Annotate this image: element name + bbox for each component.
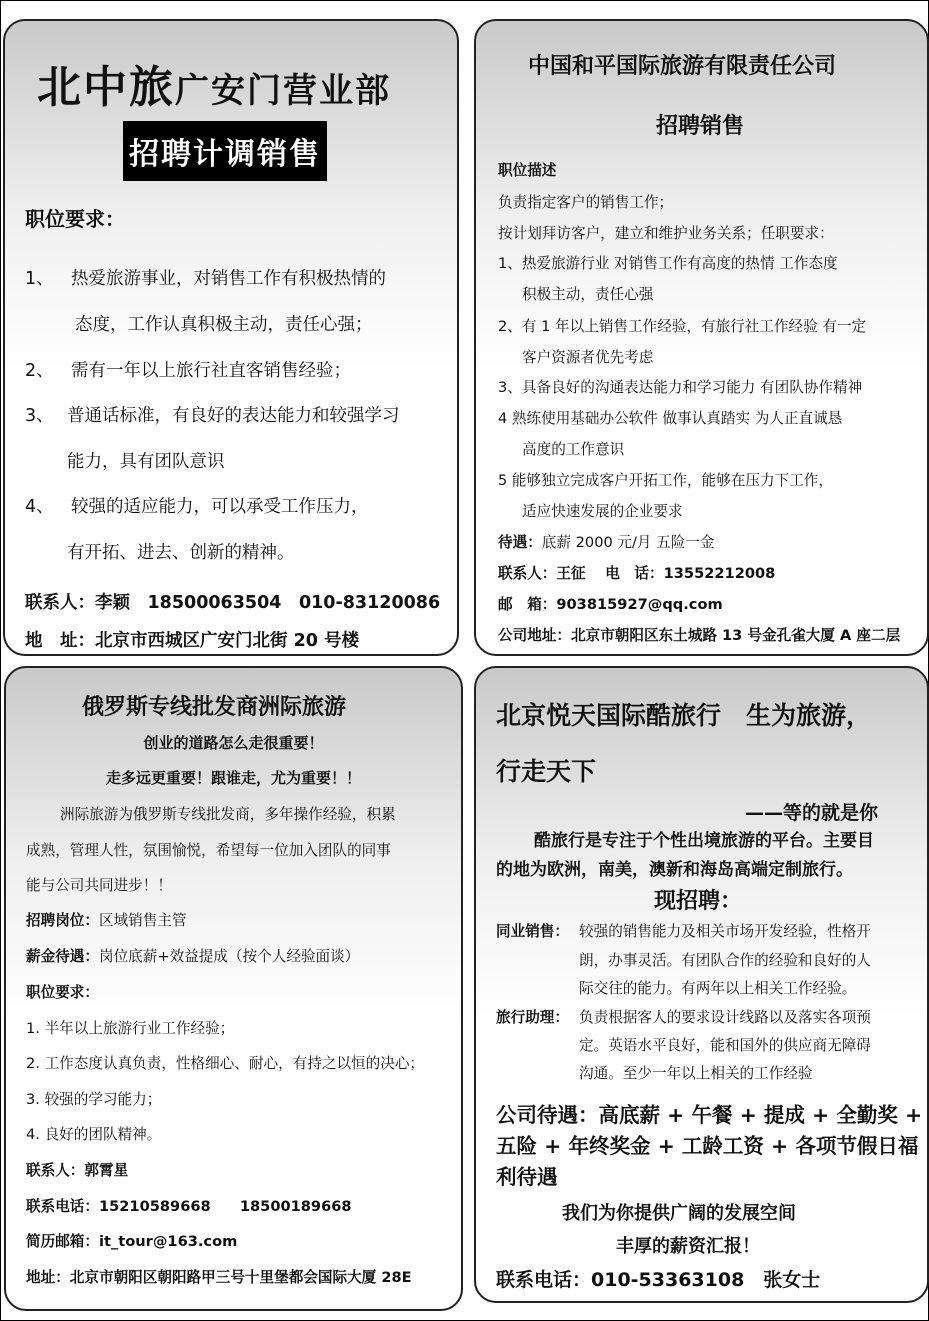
ad2-pay-value: 底薪 2000 元/月 五险一金 [541, 534, 715, 551]
ad4-benefits: 五险 + 年终奖金 + 工龄工资 + 各项节假日福 [496, 1134, 919, 1158]
ad1-req-line: 有开拓、进去、创新的精神。 [67, 543, 295, 563]
ad4-job-line: 负责根据客人的要求设计线路以及落实各项预 [579, 1009, 871, 1026]
ad1-req-num: 3、 [25, 406, 54, 426]
ad2-line: 3、具备良好的沟通表达能力和学习能力 有团队协作精神 [498, 379, 863, 396]
ad4-intro: 酷旅行是专注于个性出境旅游的平台。主要目 [534, 831, 874, 851]
ad3-intro: 洲际旅游为俄罗斯专线批发商，多年操作经验，积累 [60, 806, 396, 823]
ad1-badge: 招聘计调销售 [123, 121, 327, 181]
ad3-slogan: 创业的道路怎么走很重要！ [143, 734, 324, 752]
ad4-benefits: 公司待遇：高底薪 + 午餐 + 提成 + 全勤奖 + [496, 1103, 923, 1127]
ad4-benefits: 利待遇 [496, 1165, 558, 1189]
ad2-line: 负责指定客户的销售工作； [498, 194, 674, 211]
ad3-req-item: 4. 良好的团队精神。 [26, 1126, 162, 1143]
ad3-intro: 成熟，管理人性，氛围愉悦，希望每一位加入团队的同事 [26, 842, 391, 859]
ad3-email: 简历邮箱：it_tour@163.com [26, 1233, 238, 1250]
ad1-brand: 北中旅 [37, 62, 175, 113]
ad2-contact: 联系人：王征 电 话：13552212008 [498, 565, 776, 582]
ad4-closing: 丰厚的薪资汇报！ [616, 1236, 760, 1257]
ad4-job-label: 旅行助理： [496, 1009, 569, 1026]
ad2-pay [498, 531, 715, 552]
ad-beizhonglv [3, 19, 459, 656]
ad3-slogan: 走多远更重要！跟谁走，尤为重要！！ [105, 769, 361, 787]
ad1-req-line: 能力，具有团队意识 [67, 452, 225, 472]
ad2-line: 高度的工作意识 [522, 441, 625, 458]
ad1-req-line: 较强的适应能力，可以承受工作压力， [71, 497, 369, 517]
ad1-req-line: 热爱旅游事业，对销售工作有积极热情的 [71, 269, 386, 289]
ad4-job-line: 定。英语水平良好，能和国外的供应商无障碍 [579, 1037, 871, 1054]
ad4-closing: 我们为你提供广阔的发展空间 [562, 1203, 796, 1224]
ad2-company: 中国和平国际旅游有限责任公司 [528, 54, 837, 79]
ad3-req-item: 3. 较强的学习能力； [26, 1091, 162, 1108]
ad3-post-label: 招聘岗位： [26, 912, 99, 929]
ad2-line: 按计划拜访客户，建立和维护业务关系；任职要求： [498, 225, 834, 242]
ad1-contact: 联系人：李颖 18500063504 010-83120086 [25, 593, 441, 613]
ad3-req-item: 1. 半年以上旅游行业工作经验； [26, 1020, 235, 1037]
ad3-post [26, 909, 187, 930]
ad-heping-travel [474, 19, 929, 656]
ad2-line: 1、热爱旅游行业 对销售工作有高度的热情 工作态度 [498, 255, 838, 272]
ad2-desc-heading: 职位描述 [498, 162, 557, 179]
ad2-line: 2、有 1 年以上销售工作经验，有旅行社工作经验 有一定 [498, 318, 867, 335]
ad1-title [37, 51, 391, 115]
ad2-line: 4 熟练使用基础办公软件 做事认真踏实 为人正直诚恳 [498, 410, 843, 427]
ad3-salary-value: 岗位底薪+效益提成（按个人经验面谈） [98, 948, 360, 965]
ad4-title: 北京悦天国际酷旅行 生为旅游， [496, 701, 872, 730]
ad4-job-line: 较强的销售能力及相关市场开发经验，性格开 [579, 923, 871, 940]
ad3-salary [26, 945, 359, 966]
ad3-phone: 联系电话：15210589668 18500189668 [26, 1198, 352, 1215]
ad3-post-value: 区域销售主管 [98, 912, 187, 929]
ad3-contact: 联系人：郭霄星 [26, 1162, 129, 1179]
ad2-line: 5 能够独立完成客户开拓工作，能够在压力下工作， [498, 472, 833, 489]
ad2-line: 适应快速发展的企业要求 [522, 503, 683, 520]
ad2-line: 客户资源者优先考虑 [522, 349, 654, 366]
ad4-job-line: 沟通。至少一年以上相关的工作经验 [579, 1065, 813, 1082]
ad1-req-num: 4、 [25, 497, 54, 517]
ad3-address: 地址：北京市朝阳区朝阳路甲三号十里堡都会国际大厦 28E [26, 1269, 412, 1286]
ad1-branch: 广安门营业部 [175, 71, 391, 111]
ad4-signature: ——等的就是你 [745, 802, 879, 824]
ad4-job-line: 朗，办事灵活。有团队合作的经验和良好的人 [579, 952, 871, 969]
ad3-req-heading: 职位要求： [26, 984, 99, 1001]
ad2-line: 积极主动，责任心强 [522, 286, 654, 303]
ad4-job-label: 同业销售： [496, 923, 569, 940]
ad2-pay-label: 待遇： [498, 534, 542, 551]
ad1-req-num: 2、 [25, 361, 54, 381]
ad4-job-line: 际交往的能力。有两年以上相关工作经验。 [579, 980, 857, 997]
ad1-req-heading: 职位要求： [25, 207, 125, 231]
ad1-req-num: 1、 [25, 269, 54, 289]
ad2-email: 邮 箱：903815927@qq.com [498, 596, 723, 613]
ad4-contact: 联系电话：010-53363108 张女士 [496, 1269, 821, 1291]
ad4-title: 行走天下 [496, 757, 597, 786]
ad3-intro: 能与公司共同进步！！ [26, 877, 172, 894]
ad4-hiring: 现招聘： [654, 889, 743, 914]
ad1-address: 地 址：北京市西城区广安门北街 20 号楼 [25, 631, 360, 651]
ad3-salary-label: 薪金待遇： [26, 948, 99, 965]
ad-zhouji-travel [4, 666, 463, 1311]
ad2-address: 公司地址：北京市朝阳区东土城路 13 号金孔雀大厦 A 座二层 [498, 627, 901, 644]
ad-yuetian-travel [474, 666, 929, 1303]
ad1-req-line: 态度，工作认真积极主动，责任心强； [75, 315, 373, 335]
ad3-req-item: 2. 工作态度认真负责，性格细心、耐心，有持之以恒的决心； [26, 1055, 425, 1072]
ad1-req-line: 需有一年以上旅行社直客销售经验； [71, 361, 351, 381]
ad3-title: 俄罗斯专线批发商洲际旅游 [82, 695, 347, 720]
ad2-title: 招聘销售 [656, 114, 745, 139]
ad1-req-line: 普通话标准，有良好的表达能力和较强学习 [67, 406, 400, 426]
ad4-intro: 的地为欧洲，南美，澳新和海岛高端定制旅行。 [496, 860, 853, 880]
